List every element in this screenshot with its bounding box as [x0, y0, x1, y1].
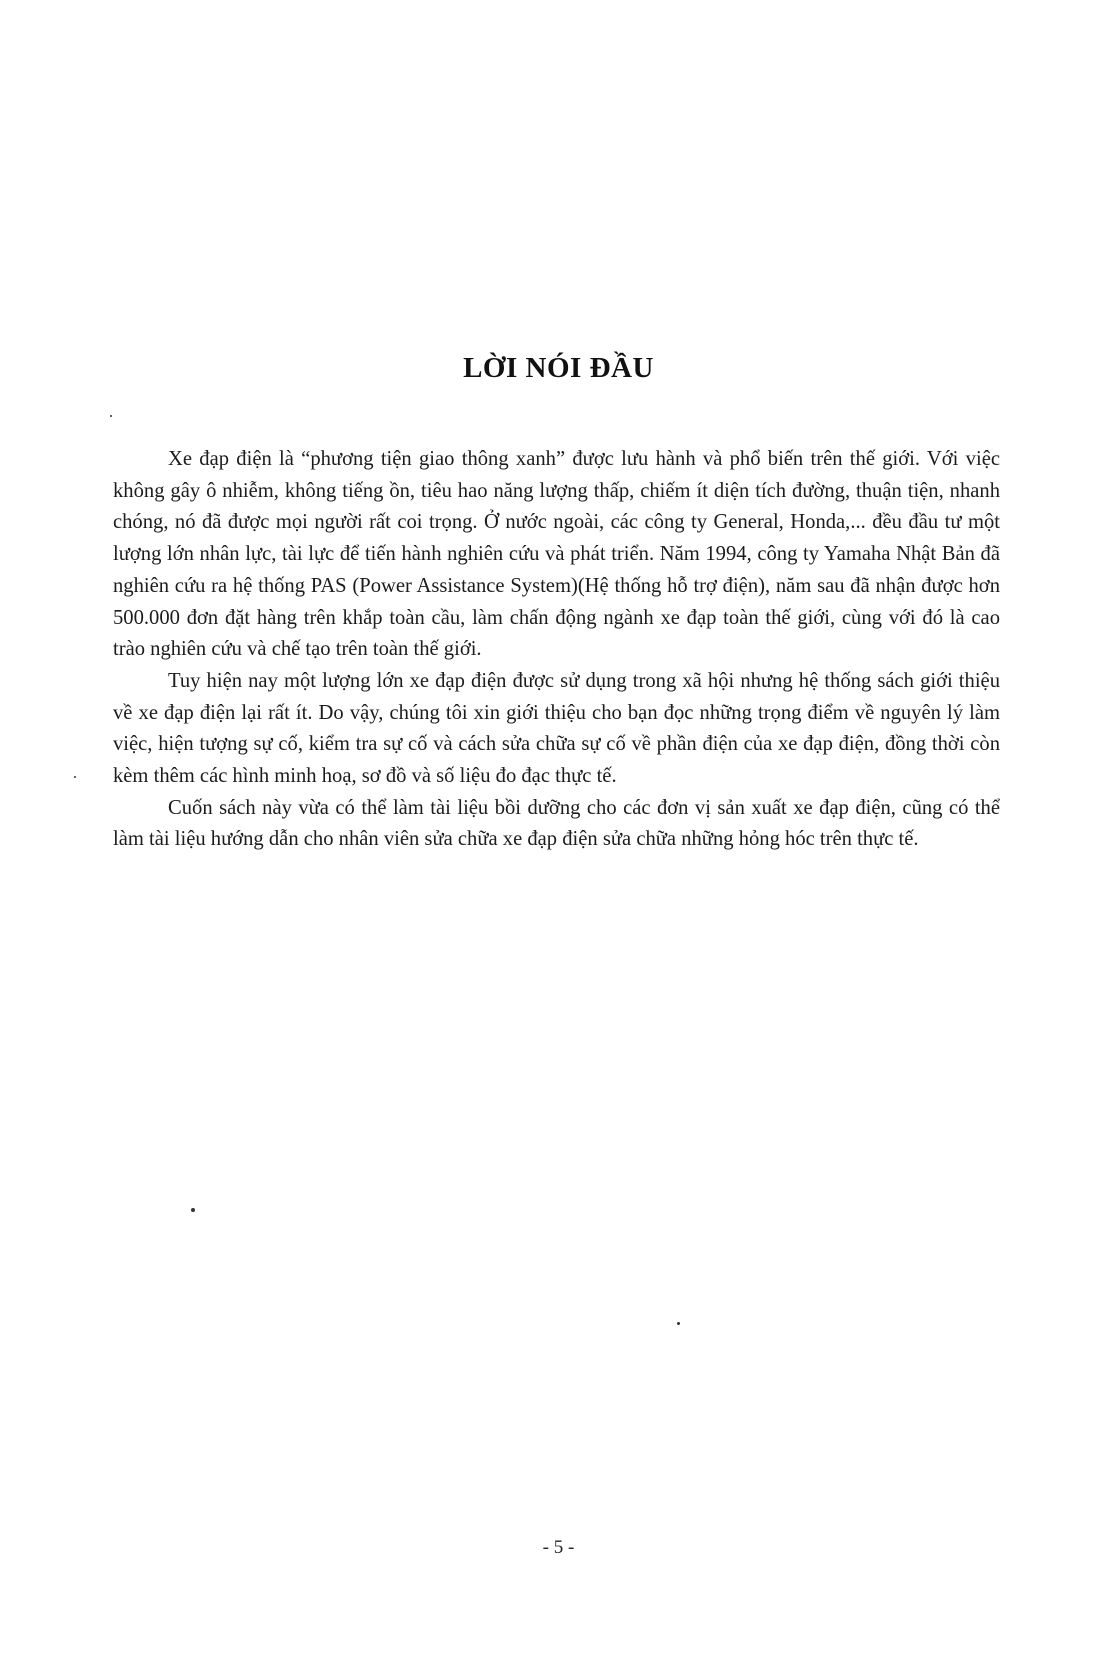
paragraph-2: Tuy hiện nay một lượng lớn xe đạp điện được sử dụng trong xã hội nhưng hệ thống sách giới thiệu về xe đạp điện lại rất ít. Do vậy, chúng tôi xin giới thiệu cho bạn đọc những trọng điểm về nguyên lý làm việc, hiện tượng sự cố, kiểm tra sự cố và cách sửa chữa sự cố về phần điện của xe đạp điện, đồng thời còn kèm thêm các hình minh hoạ, sơ đồ và số liệu đo đạc thực tế. — [113, 669, 1000, 788]
scan-speck — [677, 1322, 680, 1325]
paragraph-3: Cuốn sách này vừa có thể làm tài liệu bồi dưỡng cho các đơn vị sản xuất xe đạp điện, cũng có thể làm tài liệu hướng dẫn cho nhân viên sửa chữa xe đạp điện sửa chữa những hỏng hóc trên thực tế. — [113, 796, 1000, 851]
scan-speck — [110, 415, 112, 417]
page-title: LỜI NÓI ĐẦU — [463, 352, 654, 384]
page-number: - 5 - — [542, 1537, 575, 1558]
preface-body — [113, 444, 1000, 856]
paragraph-1: Xe đạp điện là “phương tiện giao thông xanh” được lưu hành và phổ biến trên thế giới. Với việc không gây ô nhiễm, không tiếng ồn, tiêu hao năng lượng thấp, chiếm ít diện tích đường, thuận tiện, nhanh chóng, nó đã được mọi người rất coi trọng. Ở nước ngoài, các công ty General, Honda,... đều đầu tư một lượng lớn nhân lực, tài lực để tiến hành nghiên cứu và phát triển. Năm 1994, công ty Yamaha Nhật Bản đã nghiên cứu ra hệ thống PAS (Power Assistance System)(Hệ thống hỗ trợ điện), năm sau đã nhận được hơn 500.000 đơn đặt hàng trên khắp toàn cầu, làm chấn động ngành xe đạp toàn thế giới, cùng với đó là cao trào nghiên cứu và chế tạo trên toàn thế giới. — [113, 448, 1000, 661]
scan-speck — [191, 1208, 195, 1212]
scan-speck — [74, 776, 76, 778]
